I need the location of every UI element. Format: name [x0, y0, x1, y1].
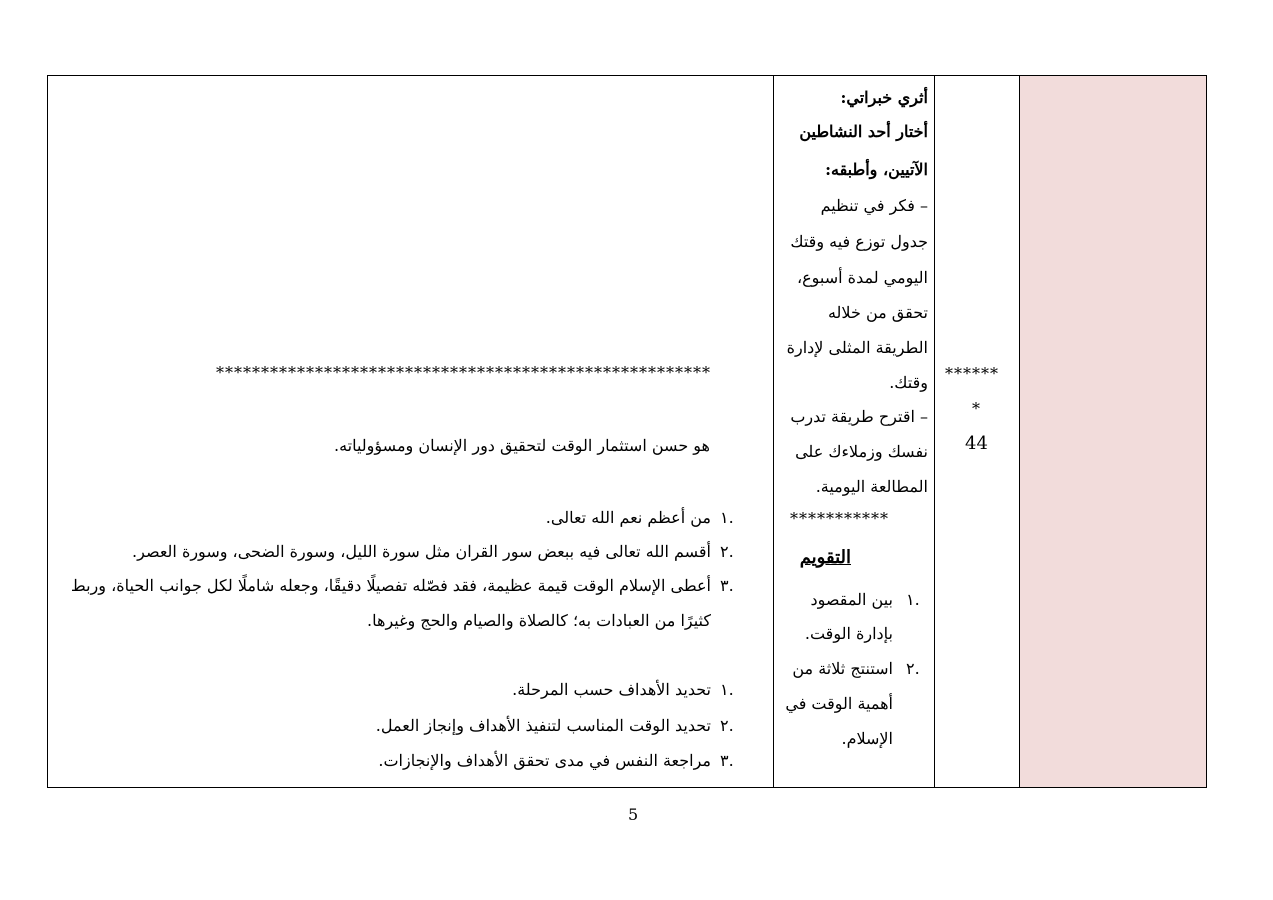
question-line: بين المقصود — [810, 590, 893, 609]
question-line: بإدارة الوقت. — [804, 624, 893, 643]
question-line: أهمية الوقت في — [785, 694, 893, 713]
activity-line: الطريقة المثلى لإدارة — [786, 338, 928, 357]
time-stars: ****** — [945, 364, 999, 383]
question-number: ١. — [906, 590, 920, 609]
question-number: ٢. — [906, 659, 920, 678]
content-separator: ******************************************************* — [216, 363, 711, 382]
time-stars: * — [972, 399, 980, 418]
instruction-line: أختار أحد النشاطين — [799, 122, 928, 141]
activity-line: اليومي لمدة أسبوع، — [796, 268, 928, 287]
column-divider — [1019, 76, 1020, 787]
time-minutes: 44 — [965, 433, 988, 454]
list-item: مراجعة النفس في مدى تحقق الأهداف والإنجازات. — [378, 751, 711, 770]
activity-separator: *********** — [790, 509, 889, 528]
list-item: تحديد الأهداف حسب المرحلة. — [512, 680, 711, 699]
list-item: من أعظم نعم الله تعالى. — [545, 508, 711, 527]
list-number: ٢. — [720, 716, 734, 735]
column-divider — [773, 76, 774, 787]
activity-line: نفسك وزملاءك على — [795, 442, 928, 461]
list-number: ٣. — [720, 576, 734, 595]
activity-line: المطالعة اليومية. — [815, 477, 928, 496]
instruction-line: الآتيين، وأطبقه: — [825, 160, 928, 179]
list-number: ١. — [720, 680, 734, 699]
activity-line: – فكر في تنظيم — [820, 196, 928, 215]
column-divider — [934, 76, 935, 787]
definition-text: هو حسن استثمار الوقت لتحقيق دور الإنسان ومسؤولياته. — [333, 436, 710, 455]
activity-line: وقتك. — [889, 373, 928, 392]
enrichment-heading: أثري خبراتي: — [840, 88, 928, 107]
evaluation-heading: التقويم — [799, 547, 851, 568]
list-number: ٢. — [720, 542, 734, 561]
list-item-continuation: كثيرًا من العبادات به؛ كالصلاة والصيام والحج وغيرها. — [367, 611, 711, 630]
list-number: ١. — [720, 508, 734, 527]
question-line: الإسلام. — [841, 729, 893, 748]
lesson-table — [47, 75, 1207, 788]
activity-line: تحقق من خلاله — [827, 303, 928, 322]
activity-line: جدول توزع فيه وقتك — [790, 232, 928, 251]
list-item: تحديد الوقت المناسب لتنفيذ الأهداف وإنجاز العمل. — [375, 716, 711, 735]
activity-line: – اقترح طريقة تدرب — [790, 407, 928, 426]
list-item: أقسم الله تعالى فيه ببعض سور القران مثل سورة الليل، وسورة الضحى، وسورة العصر. — [132, 542, 711, 561]
list-number: ٣. — [720, 751, 734, 770]
question-line: استنتج ثلاثة من — [792, 659, 893, 678]
list-item: أعطى الإسلام الوقت قيمة عظيمة، فقد فصّله تفصيلًا دقيقًا، وجعله شاملًا لكل جوانب الحياة، وربط — [70, 576, 711, 595]
notes-column — [1020, 76, 1206, 787]
page-number: 5 — [628, 805, 639, 824]
